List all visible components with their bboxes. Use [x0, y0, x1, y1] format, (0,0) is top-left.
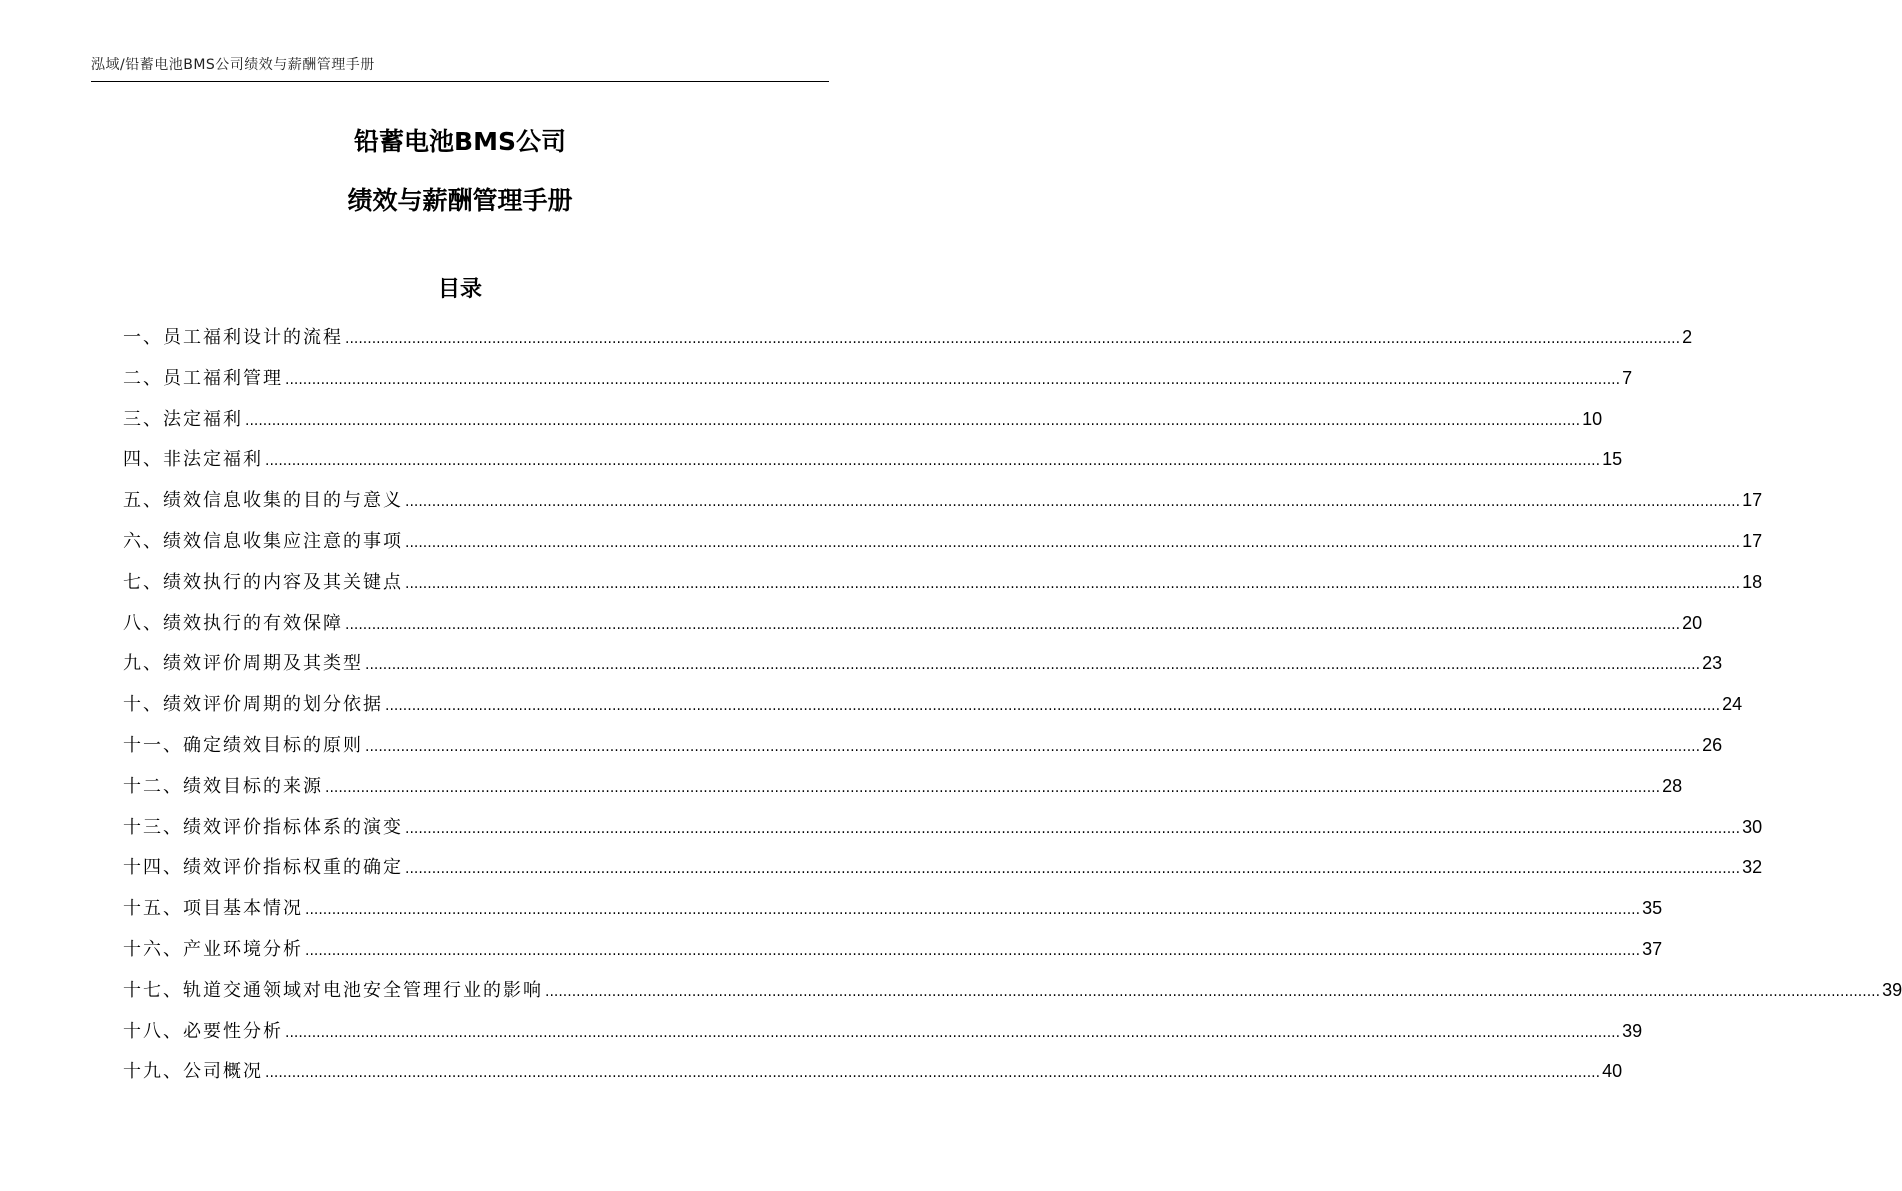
toc-dot-leader: ............................................................................................................................................................................................................................................................................................................ [345, 616, 1681, 633]
toc-dot-leader: ............................................................................................................................................................................................................................................................................................................ [305, 902, 1641, 919]
toc-entry-number: 十六、 [123, 938, 183, 960]
toc-entry-label: 绩效评价指标权重的确定 [183, 857, 403, 879]
toc-entry-page-number: 40 [1602, 1061, 1623, 1082]
toc-entry-page-number: 7 [1622, 367, 1633, 388]
toc-entry-label: 产业环境分析 [183, 938, 303, 960]
toc-entry-number: 十七、 [123, 979, 183, 1001]
toc-entry-label: 绩效执行的内容及其关键点 [163, 571, 403, 593]
toc-entry-page-number: 39 [1882, 979, 1902, 1000]
toc-entry-page-number: 26 [1702, 734, 1723, 755]
toc-dot-leader: ............................................................................................................................................................................................................................................................................................................ [385, 698, 1721, 715]
toc-heading: 目录 [437, 277, 482, 302]
toc-dot-leader: ............................................................................................................................................................................................................................................................................................................ [345, 331, 1681, 347]
toc-entry-page-number: 10 [1582, 408, 1603, 429]
toc-entry-page-number: 15 [1602, 449, 1623, 470]
toc-entry-number: 八、 [123, 612, 163, 634]
toc-entry-page-number: 30 [1742, 816, 1763, 837]
toc-entry[interactable] [123, 526, 1763, 567]
toc-entry-page-number: 37 [1642, 938, 1663, 959]
toc-entry-number: 十八、 [123, 1020, 183, 1042]
toc-dot-leader: ............................................................................................................................................................................................................................................................................................................ [405, 861, 1741, 878]
toc-entry[interactable] [123, 485, 1763, 526]
toc-dot-leader: ............................................................................................................................................................................................................................................................................................................ [325, 779, 1661, 796]
toc-dot-leader: ............................................................................................................................................................................................................................................................................................................ [265, 453, 1601, 470]
toc-entry-label: 绩效评价周期的划分依据 [163, 694, 383, 716]
toc-dot-leader: ............................................................................................................................................................................................................................................................................................................ [285, 371, 1621, 388]
toc-entry-page-number: 39 [1622, 1020, 1643, 1041]
toc-entry-number: 二、 [123, 367, 163, 389]
toc-entry-page-number: 17 [1742, 490, 1763, 511]
toc-entry-label: 确定绩效目标的原则 [183, 734, 363, 756]
toc-entry-label: 员工福利设计的流程 [163, 327, 343, 348]
toc-entry-number: 五、 [123, 490, 163, 512]
toc-entry[interactable] [123, 444, 1623, 485]
toc-entry-number: 一、 [123, 327, 163, 348]
toc-entry-label: 绩效信息收集应注意的事项 [163, 530, 403, 552]
toc-entry-number: 十二、 [123, 775, 183, 797]
toc-entry-label: 绩效执行的有效保障 [163, 612, 343, 634]
toc-entry-page-number: 20 [1682, 612, 1703, 633]
toc-entry-label: 绩效目标的来源 [183, 775, 323, 797]
toc-entry-page-number: 35 [1642, 898, 1663, 919]
toc-entry-page-number: 2 [1682, 327, 1693, 347]
toc-entry-number: 十一、 [123, 734, 183, 756]
toc-entry-label: 必要性分析 [183, 1020, 283, 1042]
toc-entry[interactable] [123, 608, 1703, 649]
toc-entry-number: 三、 [123, 408, 163, 430]
toc-entry-label: 轨道交通领域对电池安全管理行业的影响 [183, 979, 543, 1001]
document-title-line-2: 绩效与薪酬管理手册 [347, 186, 573, 215]
toc-entry[interactable] [123, 648, 1723, 689]
toc-entry[interactable] [123, 975, 1902, 1016]
toc-dot-leader: ............................................................................................................................................................................................................................................................................................................ [405, 534, 1741, 551]
toc-dot-leader: ............................................................................................................................................................................................................................................................................................................ [305, 942, 1641, 959]
header-rule [91, 81, 829, 82]
toc-entry-number: 十五、 [123, 898, 183, 920]
toc-entry-label: 绩效信息收集的目的与意义 [163, 490, 403, 512]
toc-dot-leader: ............................................................................................................................................................................................................................................................................................................ [265, 1065, 1601, 1082]
toc-entry-page-number: 18 [1742, 571, 1763, 592]
toc-entry[interactable] [123, 730, 1723, 771]
toc-entry-number: 十三、 [123, 816, 183, 838]
toc-entry-number: 六、 [123, 530, 163, 552]
toc-dot-leader: ............................................................................................................................................................................................................................................................................................................ [365, 738, 1701, 755]
toc-entry[interactable] [123, 893, 1663, 934]
toc-entry[interactable] [123, 322, 1693, 363]
toc-entry-label: 法定福利 [163, 408, 243, 430]
running-header: 泓域/铅蓄电池BMS公司绩效与薪酬管理手册 [91, 57, 375, 73]
toc-entry[interactable] [123, 934, 1663, 975]
toc-entry-page-number: 17 [1742, 530, 1763, 551]
toc-dot-leader: ............................................................................................................................................................................................................................................................................................................ [405, 575, 1741, 592]
toc-entry-page-number: 23 [1702, 653, 1723, 674]
toc-entry-number: 四、 [123, 449, 163, 471]
toc-dot-leader: ............................................................................................................................................................................................................................................................................................................ [405, 494, 1741, 511]
toc-entry-number: 十四、 [123, 857, 183, 879]
toc-entry-page-number: 32 [1742, 857, 1763, 878]
toc-dot-leader: ............................................................................................................................................................................................................................................................................................................ [405, 820, 1741, 837]
toc-entry-label: 非法定福利 [163, 449, 263, 471]
toc-entry[interactable] [123, 1016, 1643, 1057]
toc-entry-page-number: 24 [1722, 694, 1743, 715]
toc-dot-leader: ............................................................................................................................................................................................................................................................................................................ [365, 657, 1701, 674]
toc-entry-number: 七、 [123, 571, 163, 593]
toc-entry[interactable] [123, 689, 1743, 730]
toc-entry[interactable] [123, 363, 1633, 404]
toc-entry[interactable] [123, 1056, 1623, 1097]
toc-entry[interactable] [123, 852, 1763, 893]
toc-entry-label: 绩效评价周期及其类型 [163, 653, 363, 675]
toc-entry-label: 项目基本情况 [183, 898, 303, 920]
toc-entry-number: 十、 [123, 694, 163, 716]
toc-entry[interactable] [123, 404, 1603, 445]
toc-entry[interactable] [123, 771, 1683, 812]
document-title-line-1: 铅蓄电池BMS公司 [354, 127, 566, 156]
toc-entry[interactable] [123, 812, 1763, 853]
toc-entry-page-number: 28 [1662, 775, 1683, 796]
toc-entry-label: 绩效评价指标体系的演变 [183, 816, 403, 838]
toc-dot-leader: ............................................................................................................................................................................................................................................................................................................ [285, 1024, 1621, 1041]
toc-entry-number: 十九、 [123, 1061, 183, 1083]
toc-entry[interactable] [123, 567, 1763, 608]
toc-entry-label: 公司概况 [183, 1061, 263, 1083]
toc-entry-label: 员工福利管理 [163, 367, 283, 389]
toc-entry-number: 九、 [123, 653, 163, 675]
table-of-contents [123, 322, 1902, 1097]
toc-dot-leader: ............................................................................................................................................................................................................................................................................................................ [245, 412, 1581, 429]
toc-dot-leader: ............................................................................................................................................................................................................................................................................................................ [545, 983, 1881, 1000]
